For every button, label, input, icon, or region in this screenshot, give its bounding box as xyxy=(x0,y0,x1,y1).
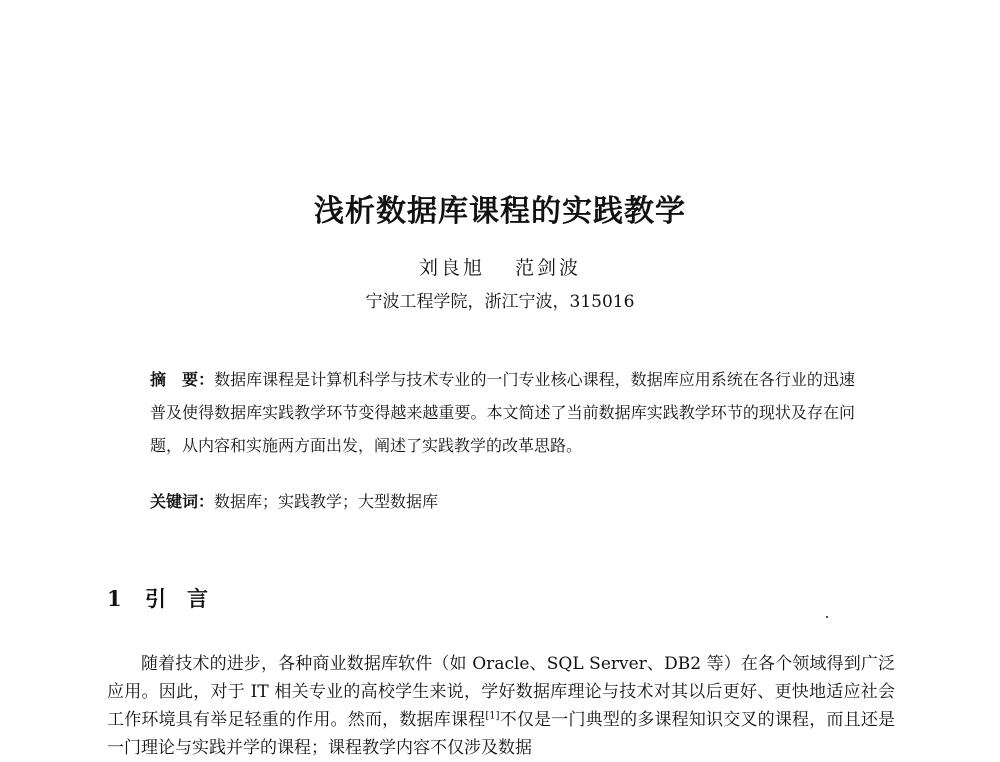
section-heading xyxy=(107,583,208,613)
abstract-text: 数据库课程是计算机科学与技术专业的一门专业核心课程，数据库应用系统在各行业的迅速普及使得数据库实践教学环节变得越来越重要。本文简述了当前数据库实践教学环节的现状及存在问题，从内容和实施两方面出发，阐述了实践教学的改革思路。 xyxy=(150,370,855,455)
speck xyxy=(826,616,828,618)
author-list xyxy=(0,253,1000,280)
paper-title: 浅析数据库课程的实践教学 xyxy=(314,194,686,229)
section-number: 1 xyxy=(107,586,122,611)
body-text-part: 不仅是一门典型的多课程知识交叉的课程，而且还是一门理论与实践并学的课程；课程教学内容不仅涉及数据 xyxy=(107,710,896,758)
body-paragraph xyxy=(107,650,895,762)
author-name: 范剑波 xyxy=(515,257,582,279)
keywords-text: 数据库；实践教学；大型数据库 xyxy=(214,492,439,511)
citation-ref: [1] xyxy=(485,710,500,722)
abstract-label: 摘 要： xyxy=(150,370,215,389)
keywords xyxy=(150,492,855,512)
abstract xyxy=(150,363,855,462)
author-name: 刘良旭 xyxy=(418,257,485,279)
body-text-part: 随着技术的进步，各种商业数据库软件（如 Oracle、SQL Server、DB2 等）在各个领域得到广泛应用。因此，对于 IT 相关专业的高校学生来说，学好数据库理论与技术对其以后更好、更快地适应社会工作环境具有举足轻重的作用。然而，数据库课程 xyxy=(107,654,895,730)
section-title: 引 言 xyxy=(145,586,208,611)
keywords-label: 关键词： xyxy=(150,492,215,511)
affiliation: 宁波工程学院，浙江宁波，315016 xyxy=(365,292,635,312)
